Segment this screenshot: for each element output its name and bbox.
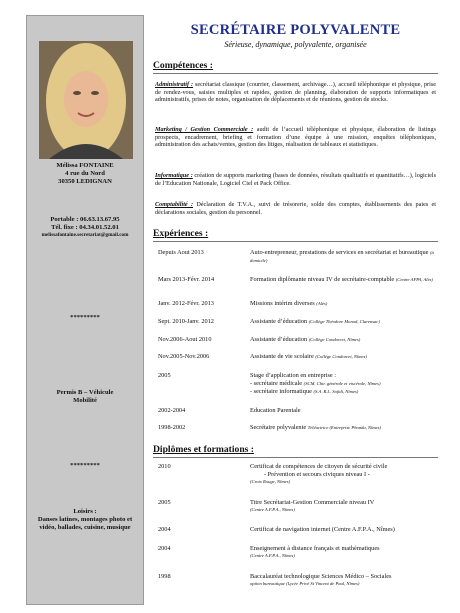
experience-date: 1998-2002 xyxy=(158,424,186,431)
competence-label: Marketing / Gestion Commerciale : xyxy=(155,126,254,133)
license: Permis B – Véhicule xyxy=(56,389,114,396)
experience-text: Secrétaire polyvalente Téléactrice (Entreprise Phonda, Nîmes) xyxy=(250,424,382,431)
experience-date: Nov.2005-Nov.2006 xyxy=(158,353,210,360)
experience-date: Nov.2006-Aout 2010 xyxy=(158,336,212,343)
hobbies-block xyxy=(27,508,143,532)
competence-text: Déclaration de T.V.A., suivi de trésorerie, solde des comptes, établissements des paies et déclarations sociales, gestion du personnel. xyxy=(155,201,436,216)
portrait-image xyxy=(39,41,133,159)
page-subtitle: Sérieuse, dynamique, polyvalente, organisée xyxy=(224,40,367,49)
diploma-date: 1998 xyxy=(158,573,171,580)
diploma-text: Titre Secrétariat-Gestion Commerciale niveau IV (Centre A.F.P.A., Nîmes) xyxy=(250,499,375,512)
competence-informatique xyxy=(155,172,436,187)
experience-text: Assistante d’éducation (Collège Condorcet, Nîmes) xyxy=(250,336,361,343)
hobbies-line: Danses latines, montages photo et xyxy=(37,516,133,524)
separator-stars-2: ********* xyxy=(70,462,100,469)
diploma-text: Certificat de navigation internet (Centre A.F.P.A., Nîmes) xyxy=(250,526,395,533)
competence-label: Informatique : xyxy=(155,172,193,179)
email: melissafontaine.secretariat@gmail.com xyxy=(41,232,129,239)
sidebar xyxy=(26,15,144,605)
experience-text: Missions intérim diverses (Alès) xyxy=(250,300,328,307)
competence-text: secrétariat classique (courrier, classement, archivage…), accueil téléphonique et physique, prise de rendez-vous, saisies multiples et rapides, gestion de planning, élaboration de supports informatiques et administratifs, prises de notes, organisation de déplacements et de réunions, gestion de stocks. xyxy=(155,81,436,104)
competence-text: audit de l’accueil téléphonique et physique, élaboration de listings prospects, encadrement, briefing et formation d’une équipe à une mission, enquêtes téléphoniques, administration des achats/ventes, gestion des litiges, réalisation de tableaux et statistiques. xyxy=(155,126,437,149)
hobbies-line: vidéo, ballades, cuisine, musique xyxy=(39,524,131,532)
experience-date: 2005 xyxy=(158,372,171,379)
page-title: SECRÉTAIRE POLYVALENTE xyxy=(190,22,401,38)
separator-stars: ********* xyxy=(70,314,100,321)
competence-comptabilite xyxy=(155,201,436,216)
competence-admin xyxy=(155,81,436,104)
address-city: 30350 LEDIGNAN xyxy=(58,178,112,186)
hobbies-title: Loisirs : xyxy=(73,508,97,515)
diploma-date: 2004 xyxy=(158,545,171,552)
experience-text: Assistante d’éducation (Collège Théodore Monod, Clarensac) xyxy=(250,318,380,325)
section-title-experiences: Expériences : xyxy=(153,228,209,239)
address-line: 4 rue du Nord xyxy=(65,170,105,178)
experience-date: Sept. 2010-Janv. 2012 xyxy=(158,318,214,325)
diploma-date: 2004 xyxy=(158,526,171,533)
person-name: Mélissa FONTAINE xyxy=(56,162,114,169)
experience-date: Janv. 2012-Févr. 2013 xyxy=(158,300,214,307)
experience-date: Depuis Aout 2013 xyxy=(158,249,204,256)
license-block xyxy=(27,389,143,405)
landline-phone: Tél. fixe : 04.34.01.52.01 xyxy=(51,224,119,232)
experience-text: Formation diplômante niveau IV de secrétaire-comptable (Centre AFPA, Alès) xyxy=(250,276,433,283)
mobility: Mobilité xyxy=(73,397,97,405)
diploma-text: Enseignement à distance français et mathématiques (Centre A.F.P.A., Nîmes) xyxy=(250,545,380,558)
experience-text: Stage d’application en entreprise : - secrétaire médicale (SCM. Chir. générale et viscérale, Nîmes) - secrétaire informatique (S.A .R.L. Sofidi, Nîmes) xyxy=(250,372,381,395)
divider xyxy=(153,241,438,242)
mobile-phone: Portable : 06.63.13.67.95 xyxy=(50,216,120,223)
phone-block xyxy=(27,216,143,238)
competence-marketing xyxy=(155,126,436,149)
profile-photo xyxy=(39,41,133,159)
diploma-date: 2010 xyxy=(158,463,171,470)
divider xyxy=(153,457,438,458)
experience-date: Mars 2013-Févr. 2014 xyxy=(158,276,215,283)
section-title-competences: Compétences : xyxy=(153,60,213,71)
experience-date: 2002-2004 xyxy=(158,407,186,414)
experience-text: Assistante de vie scolaire (Collège Condorcet, Nîmes) xyxy=(250,353,367,360)
diploma-text: Certificat de compétences de citoyen de sécurité civile - Prévention et secours civiques niveau I - (Croix Rouge, Nîmes) xyxy=(250,463,388,484)
section-title-diplomes: Diplômes et formations : xyxy=(153,444,254,455)
contact-block xyxy=(27,162,143,186)
competence-label: Administratif : xyxy=(155,81,194,88)
experience-text: Education Parentale xyxy=(250,407,301,414)
diploma-text: Baccalauréat technologique Sciences Médico – Sociales option bureautique (Lycée Privé St Vincent de Paul, Nîmes) xyxy=(250,573,392,586)
diploma-date: 2005 xyxy=(158,499,171,506)
experience-text: Auto-entrepreneur, prestations de services en secrétariat et bureautique (à domicile) xyxy=(250,249,434,263)
competence-label: Comptabilité : xyxy=(155,201,194,208)
competence-text: création de supports marketing (bases de données, résultats qualitatifs et quantitatifs…), logiciels de l’Education Nationale, Logiciel Ciel et Pack Office. xyxy=(155,172,436,187)
divider xyxy=(153,73,438,74)
